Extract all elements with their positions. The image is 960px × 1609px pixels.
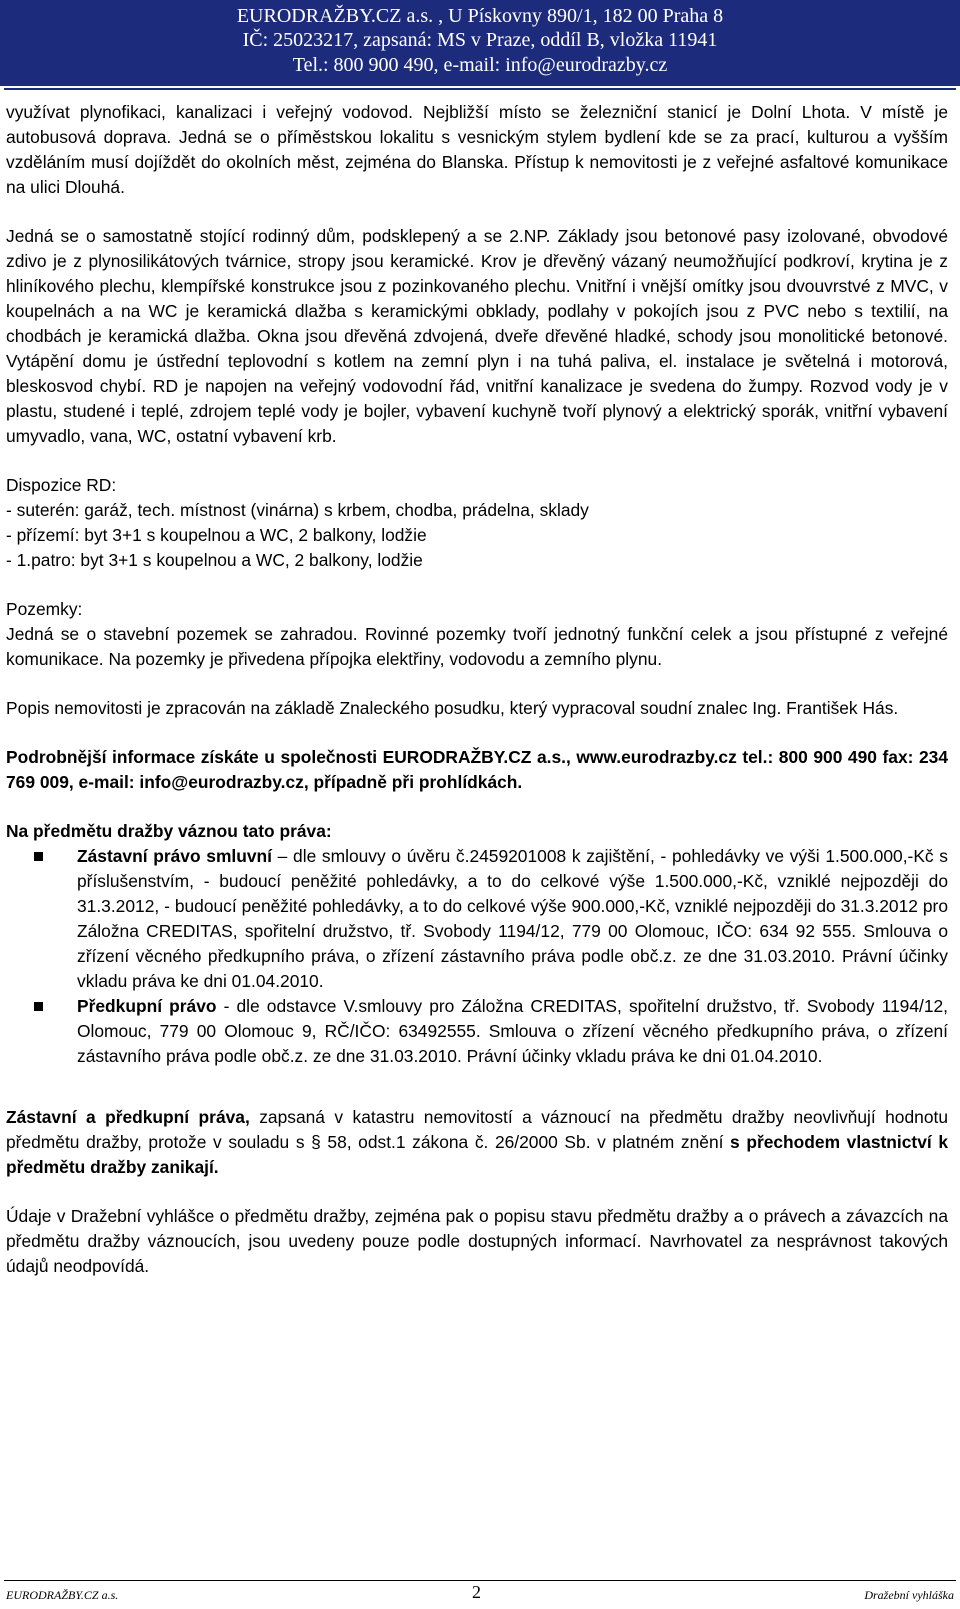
dispozice-item: - 1.patro: byt 3+1 s koupelnou a WC, 2 balkony, lodžie — [6, 550, 423, 570]
termination-lead: Zástavní a předkupní práva, — [6, 1107, 250, 1127]
square-bullet-icon — [34, 1002, 43, 1011]
contact-info-paragraph — [6, 745, 948, 795]
rights-title — [6, 819, 948, 844]
spacer — [6, 200, 948, 224]
right-description: - dle odstavce V.smlouvy pro Záložna CREDITAS, spořitelní družstvo, tř. Svobody 1194/12, Olomouc, 779 00 Olomouc 9, RČ/IČO: 63492555. Smlouva o zřízení věcného předkupního práva, o zřízení zástavního práva podle obč.z. ze dne 31.03.2010. Právní účinky vkladu práva ke dni 01.04.2010. — [77, 996, 949, 1066]
pozemky-text: Jedná se o stavební pozemek se zahradou. Rovinné pozemky tvoří jednotný funkční celek a jsou přístupné z veřejné komunikace. Na pozemky je přivedena přípojka elektřiny, vodovodu a zemního plynu. — [6, 624, 948, 669]
page-header — [0, 0, 960, 86]
dispozice-item: - přízemí: byt 3+1 s koupelnou a WC, 2 balkony, lodžie — [6, 525, 427, 545]
header-divider — [4, 88, 956, 90]
spacer — [6, 1180, 948, 1204]
disclaimer-paragraph: Údaje v Dražební vyhlášce o předmětu dražby, zejména pak o popisu stavu předmětu dražby a o právech a závazcích na předmětu dražby váznoucích, jsou uvedeny pouze podle dostupných informací. Navrhovatel za nesprávnost takových údajů neodpovídá. — [6, 1206, 948, 1276]
footer-company: EURODRAŽBY.CZ a.s. — [6, 1588, 119, 1602]
spacer — [6, 672, 948, 696]
footer-divider — [4, 1580, 956, 1581]
contact-info-text: Podrobnější informace získáte u společnosti EURODRAŽBY.CZ a.s., www.eurodrazby.cz tel.: 800 900 490 fax: 234 769 009, e-mail: info@eurodrazby.cz, případně při prohlídkách. — [6, 747, 948, 792]
pozemky-title: Pozemky: — [6, 599, 83, 619]
dispozice-title: Dispozice RD: — [6, 475, 117, 495]
spacer — [6, 1069, 948, 1105]
header-registration: IČ: 25023217, zapsaná: MS v Praze, oddíl B, vložka 11941 — [242, 29, 718, 51]
document-body — [6, 100, 948, 1279]
right-name: Předkupní právo — [77, 996, 217, 1016]
page-number: 2 — [472, 1582, 481, 1602]
rights-list-item — [6, 844, 948, 994]
popis-paragraph: Popis nemovitosti je zpracován na základě Znaleckého posudku, který vypracoval soudní znalec Ing. František Hás. — [6, 698, 899, 718]
spacer — [6, 795, 948, 819]
rights-list-item — [6, 994, 948, 1069]
right-description: – dle smlouvy o úvěru č.2459201008 k zajištění, - pohledávky ve výši 1.500.000,-Kč s příslušenstvím, - budoucí peněžité pohledávky, a to do celkové výše 1.500.000,-Kč, vzniklé nejpozději do 31.3.2012, - budoucí peněžité pohledávky, a to do celkové výše 900.000,-Kč, vzniklé nejpozději do 31.3.2012 pro Záložna CREDITAS, spořitelní družstvo, tř. Svobody 1194/12, 779 00 Olomouc, IČO: 634 92 555. Smlouva o zřízení věcného předkupního práva, o zřízení zástavního práva podle obč.z. ze dne 31.03.2010. Právní účinky vkladu práva ke dni 01.04.2010. — [77, 846, 948, 991]
rights-termination-paragraph — [6, 1105, 948, 1180]
spacer — [6, 573, 948, 597]
header-company-address: EURODRAŽBY.CZ a.s. , U Pískovny 890/1, 182 00 Praha 8 — [236, 5, 724, 27]
rights-list — [6, 844, 948, 1069]
spacer — [6, 721, 948, 745]
termination-text: zapsaná v katastru nemovitostí a váznoucí na předmětu dražby neovlivňují hodnotu předmětu dražby, protože v souladu s § 58, odst.1 zákona č. 26/2000 Sb. v platném znění — [6, 1107, 948, 1152]
page-footer — [0, 1582, 960, 1609]
termination-conclusion: s přechodem vlastnictví k předmětu dražby zanikají. — [6, 1132, 948, 1177]
dispozice-item: - suterén: garáž, tech. místnost (vinárna) s krbem, chodba, prádelna, sklady — [6, 500, 589, 520]
rights-title-text: Na předmětu dražby váznou tato práva: — [6, 821, 332, 841]
right-name: Zástavní právo smluvní — [77, 846, 272, 866]
intro-paragraph-building: Jedná se o samostatně stojící rodinný dům, podsklepený a se 2.NP. Základy jsou betonové pasy izolované, obvodové zdivo je z plynosilikátových tvárnice, stropy jsou keramické. Krov je dřevěný vázaný neumožňující podkroví, krytina je z hliníkového plechu, klempířské konstrukce jsou z pozinkovaného plechu. Vnitřní i vnější omítky jsou dvouvrstvé z MVC, v koupelnách a na WC je keramická dlažba s keramickými obklady, podlahy v pokojích jsou z PVC nebo s textilií, na chodbách je keramická dlažba. Okna jsou dřevěná zdvojená, dveře dřevěné hladké, schody jsou monolitické betonové. Vytápění domu je ústřední teplovodní s kotlem na zemní plyn i na tuhá paliva, el. instalace je světelná i motorová, bleskosvod chybí. RD je napojen na veřejný vodovodní řád, vnitřní kanalizace je svedena do žumpy. Rozvod vody je v plastu, studené i teplé, zdrojem teplé vody je bojler, vybavení kuchyně tvoří plynový a elektrický sporák, vnitřní vybavení umyvadlo, vana, WC, ostatní vybavení krb. — [6, 226, 948, 446]
square-bullet-icon — [34, 852, 43, 861]
header-contact: Tel.: 800 900 490, e-mail: info@eurodrazby.cz — [292, 54, 668, 76]
intro-paragraph-location: využívat plynofikaci, kanalizaci i veřejný vodovod. Nejbližší místo se železniční stanicí je Dolní Lhota. V místě je autobusová doprava. Jedná se o příměstskou lokalitu s vesnickým stylem bydlení kde se za prací, kulturou a vyšším vzděláním musí dojíždět do okolních měst, zejména do Blanska. Přístup k nemovitosti je z veřejné asfaltové komunikace na ulici Dlouhá. — [6, 102, 948, 197]
spacer — [6, 449, 948, 473]
footer-document-title: Dražební vyhláška — [864, 1588, 954, 1602]
